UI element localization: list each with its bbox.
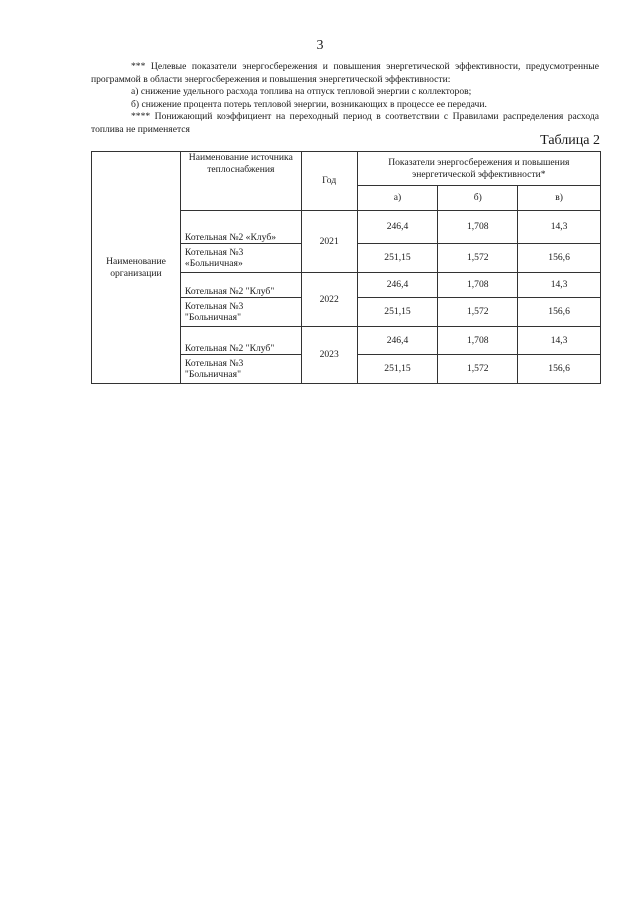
footnote-item-a: а) снижение удельного расхода топлива на отпуск тепловой энергии с коллекторов; xyxy=(131,86,472,98)
value-c: 156,6 xyxy=(518,355,601,384)
header-indicators: Показатели энергосбережения и повышения энергетической эффективности* xyxy=(357,152,600,186)
value-a: 246,4 xyxy=(357,273,438,298)
value-a: 246,4 xyxy=(357,327,438,355)
page-number: 3 xyxy=(316,38,324,53)
source-cell: Котельная №3 "Больничная" xyxy=(180,355,301,384)
source-cell: Котельная №3 "Больничная" xyxy=(180,298,301,327)
value-b: 1,708 xyxy=(438,327,518,355)
value-b: 1,572 xyxy=(438,355,518,384)
indicators-table xyxy=(91,151,601,384)
value-b: 1,708 xyxy=(438,273,518,298)
value-a: 251,15 xyxy=(357,298,438,327)
source-cell: Котельная №3 «Больничная» xyxy=(180,244,301,273)
value-c: 14,3 xyxy=(518,211,601,244)
value-c: 156,6 xyxy=(518,298,601,327)
value-b: 1,708 xyxy=(438,211,518,244)
table-caption: Таблица 2 xyxy=(540,133,600,148)
header-source: Наименование источника теплоснабжения xyxy=(180,152,301,211)
value-b: 1,572 xyxy=(438,244,518,273)
year-cell: 2023 xyxy=(301,327,357,384)
header-col-a: а) xyxy=(357,186,438,211)
footnote-coefficient: **** Понижающий коэффициент на переходный период в соответствии с Правилами распределения расхода топлива не применяется xyxy=(91,111,599,135)
source-cell: Котельная №2 «Клуб» xyxy=(180,211,301,244)
year-cell: 2022 xyxy=(301,273,357,327)
header-year: Год xyxy=(301,152,357,211)
value-b: 1,572 xyxy=(438,298,518,327)
header-organization: Наименование организации xyxy=(92,152,181,384)
value-c: 156,6 xyxy=(518,244,601,273)
footnote-text xyxy=(91,61,599,137)
footnote-targets: *** Целевые показатели энергосбережения и повышения энергетической эффективности, предусмотренные программой в области энергосбережения и повышения энергетической эффективности: xyxy=(91,61,599,85)
value-a: 251,15 xyxy=(357,244,438,273)
source-cell: Котельная №2 "Клуб" xyxy=(180,273,301,298)
value-a: 246,4 xyxy=(357,211,438,244)
value-a: 251,15 xyxy=(357,355,438,384)
year-cell: 2021 xyxy=(301,211,357,273)
header-col-c: в) xyxy=(518,186,601,211)
value-c: 14,3 xyxy=(518,273,601,298)
value-c: 14,3 xyxy=(518,327,601,355)
footnote-item-b: б) снижение процента потерь тепловой энергии, возникающих в процессе ее передачи. xyxy=(131,98,487,110)
source-cell: Котельная №2 "Клуб" xyxy=(180,327,301,355)
header-col-b: б) xyxy=(438,186,518,211)
